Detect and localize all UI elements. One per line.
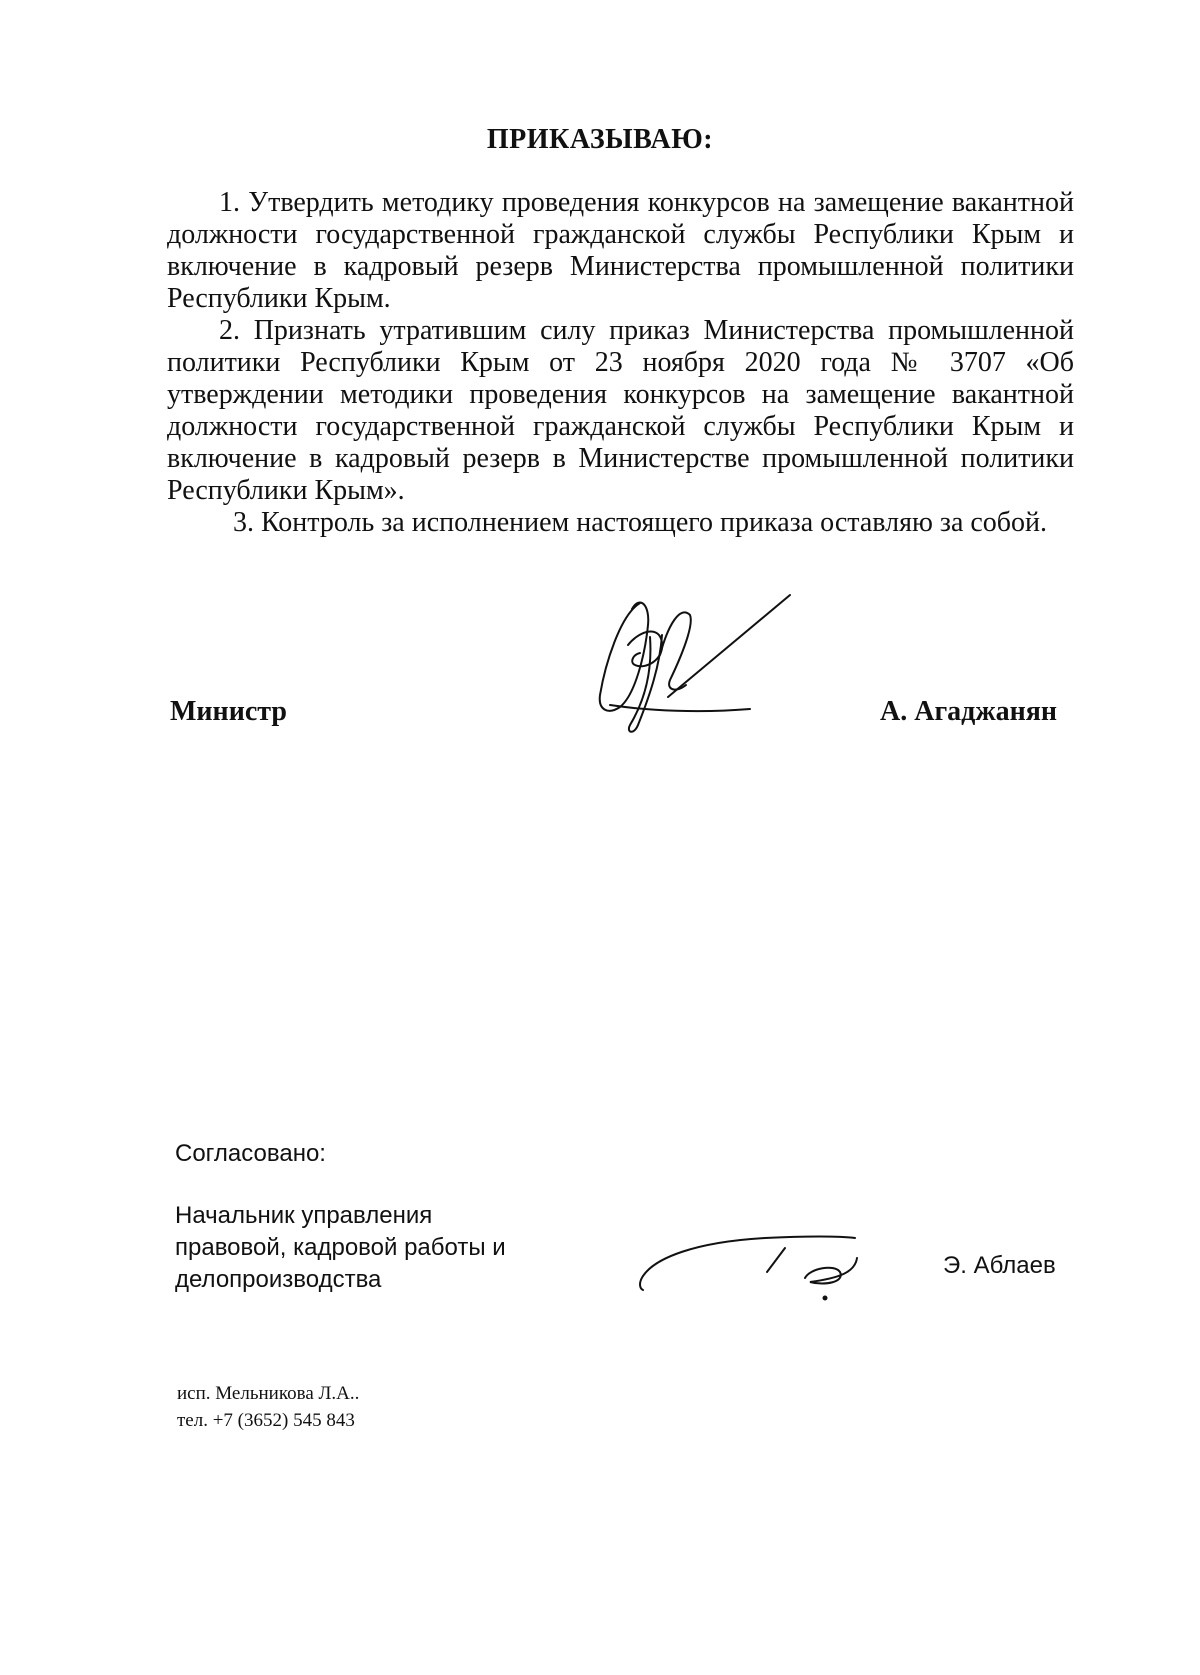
approver-position-line: правовой, кадровой работы и xyxy=(175,1234,506,1261)
order-body xyxy=(167,187,1074,539)
executor-phone: тел. +7 (3652) 545 843 xyxy=(177,1410,355,1431)
approver-position-line: делопроизводства xyxy=(175,1266,382,1293)
order-item-3: 3. Контроль за исполнением настоящего приказа оставляю за собой. xyxy=(233,507,1048,538)
order-item-1: 1. Утвердить методику проведения конкурсов на замещение вакантной должности государственной гражданской службы Республики Крым и включение в кадровый резерв Министерства промышленной политики Республики Крым. xyxy=(167,187,1074,314)
approver-name: Э. Аблаев xyxy=(943,1252,1056,1279)
order-item-2: 2. Признать утратившим силу приказ Министерства промышленной политики Республики Крым от 23 ноября 2020 года № 3707 «Об утверждении методики проведения конкурсов на замещение вакантной должности государственной гражданской службы Республики Крым и включение в кадровый резерв в Министерстве промышленной политики Республики Крым». xyxy=(167,315,1074,506)
approval-label: Согласовано: xyxy=(175,1140,326,1167)
executor-info xyxy=(177,1380,359,1434)
executor-name: исп. Мельникова Л.А.. xyxy=(177,1383,360,1404)
minister-title: Министр xyxy=(170,696,287,727)
approver-signature xyxy=(635,1228,905,1308)
approver-position-line: Начальник управления xyxy=(175,1202,433,1229)
approver-position xyxy=(175,1200,506,1296)
minister-name: А. Агаджанян xyxy=(880,696,1058,727)
order-heading: ПРИКАЗЫВАЮ: xyxy=(486,124,714,155)
minister-signature xyxy=(590,585,820,745)
